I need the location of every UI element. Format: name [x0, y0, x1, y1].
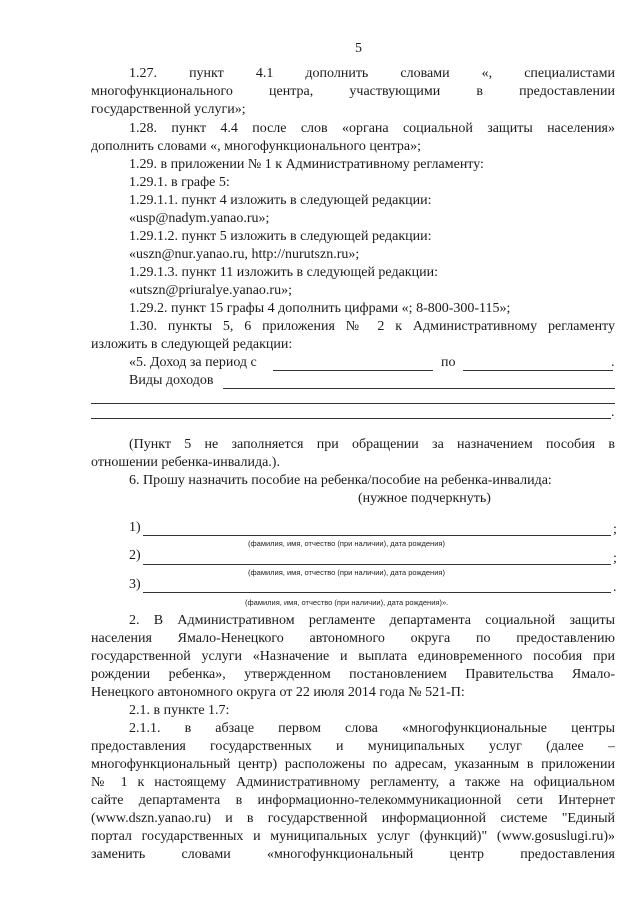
paragraph-2-line-2: населения Ямало-Ненецкого автономного округа по предоставлению — [91, 631, 615, 646]
email-uszn-nur: «uszn@nur.yanao.ru, http://nurutszn.ru»; — [129, 247, 360, 262]
email-usp-nadym: «usp@nadym.yanao.ru»; — [129, 211, 270, 226]
form-row-2-blank — [143, 564, 611, 565]
form-income-types-label: Виды доходов — [129, 373, 214, 388]
paragraph-1-27-line-1: 1.27. пункт 4.1 дополнить словами «, специалистами — [129, 66, 615, 81]
paragraph-2-1-1-line-6: (www.dszn.yanao.ru) и в государственной информационной системе "Единый — [91, 811, 615, 826]
form-row-3-label: 3) — [129, 577, 141, 592]
form-row-1-label: 1) — [129, 520, 141, 535]
page-number: 5 — [355, 41, 362, 56]
form-row-3-blank — [143, 592, 611, 593]
paragraph-2-line-5: Ненецкого автономного округа от 22 июля 2014 года № 521-П: — [91, 685, 465, 700]
paragraph-2-line-4: рождении ребенка», утвержденном постановлением Правительства Ямало- — [91, 667, 615, 682]
form-request-text: 6. Прошу назначить пособие на ребенка/пособие на ребенка-инвалида: — [129, 473, 552, 488]
paragraph-2-1-1-line-3: многофункциональный центр) расположены по адресам, указанным в приложении — [91, 757, 615, 772]
email-utszn-priuralye: «utszn@priuralye.yanao.ru»; — [129, 283, 292, 298]
paragraph-1-28-line-1: 1.28. пункт 4.4 после слов «органа социальной защиты населения» — [129, 121, 615, 136]
form-row-3-period: . — [613, 580, 617, 595]
paragraph-2-1-1-line-5: сайте департамента в информационно-телекоммуникационной сети Интернет — [91, 793, 615, 808]
paragraph-1-30-line-1: 1.30. пункты 5, 6 приложения № 2 к Административному регламенту — [129, 319, 615, 334]
paragraph-1-30-line-2: изложить в следующей редакции: — [91, 337, 293, 352]
form-row-1-blank — [143, 535, 611, 536]
form-income-period-label: «5. Доход за период с — [129, 355, 257, 370]
form-income-types-blank-1 — [223, 388, 615, 389]
form-income-types-blank-3 — [91, 418, 611, 419]
paragraph-1-29: 1.29. в приложении № 1 к Административному регламенту: — [129, 157, 484, 172]
form-row-2-label: 2) — [129, 548, 141, 563]
paragraph-1-29-1-1: 1.29.1.1. пункт 4 изложить в следующей редакции: — [129, 193, 432, 208]
paragraph-2-line-3: государственной услуги «Назначение и выплата единовременного пособия при — [91, 649, 615, 664]
paragraph-1-29-1: 1.29.1. в графе 5: — [129, 175, 230, 190]
paragraph-1-29-2: 1.29.2. пункт 15 графы 4 дополнить цифрами «; 8-800-300-115»; — [129, 301, 511, 316]
paragraph-2-1-1-line-1: 2.1.1. в абзаце первом слова «многофункциональные центры — [129, 721, 615, 736]
paragraph-2-1-1-line-4: № 1 к настоящему Административному регламенту, а также на официальном — [91, 775, 615, 790]
paragraph-1-27-line-3: государственной услуги»; — [91, 102, 246, 117]
paragraph-1-28-line-2: дополнить словами «, многофункционального центра»; — [91, 139, 422, 154]
form-income-types-blank-2 — [91, 403, 615, 404]
form-dot-2: . — [611, 405, 615, 420]
form-row-1-caption: (фамилия, имя, отчество (при наличии), дата рождения) — [248, 539, 445, 548]
paragraph-1-27-line-2: многофункционального центра, участвующими в предоставлении — [91, 84, 615, 99]
form-row-2-caption: (фамилия, имя, отчество (при наличии), дата рождения) — [248, 568, 445, 577]
form-dot: . — [611, 355, 615, 370]
form-underline-hint: (нужное подчеркнуть) — [358, 491, 491, 506]
form-note-line-1: (Пункт 5 не заполняется при обращении за назначением пособия в — [129, 437, 615, 452]
paragraph-1-29-1-3: 1.29.1.3. пункт 11 изложить в следующей редакции: — [129, 265, 438, 280]
paragraph-2-line-1: 2. В Административном регламенте департамента социальной защиты — [129, 613, 615, 628]
paragraph-1-29-1-2: 1.29.1.2. пункт 5 изложить в следующей редакции: — [129, 229, 432, 244]
paragraph-2-1-1-line-7: портал государственных и муниципальных услуг (функций)" (www.gosuslugi.ru)» — [91, 829, 615, 844]
form-income-to-blank — [463, 370, 613, 371]
form-row-2-semicolon: ; — [613, 551, 617, 566]
form-row-1-semicolon: ; — [613, 522, 617, 537]
form-row-3-caption: (фамилия, имя, отчество (при наличии), дата рождения)». — [245, 598, 449, 607]
form-note-line-2: отношении ребенка-инвалида.). — [91, 455, 280, 470]
form-income-from-blank — [273, 370, 433, 371]
form-income-to-label: по — [441, 355, 456, 370]
paragraph-2-1-1-line-2: предоставления государственных и муниципальных услуг (далее – — [91, 739, 615, 754]
paragraph-2-1: 2.1. в пункте 1.7: — [129, 703, 230, 718]
paragraph-2-1-1-line-8: заменить словами «многофункциональный центр предоставления — [91, 847, 615, 862]
